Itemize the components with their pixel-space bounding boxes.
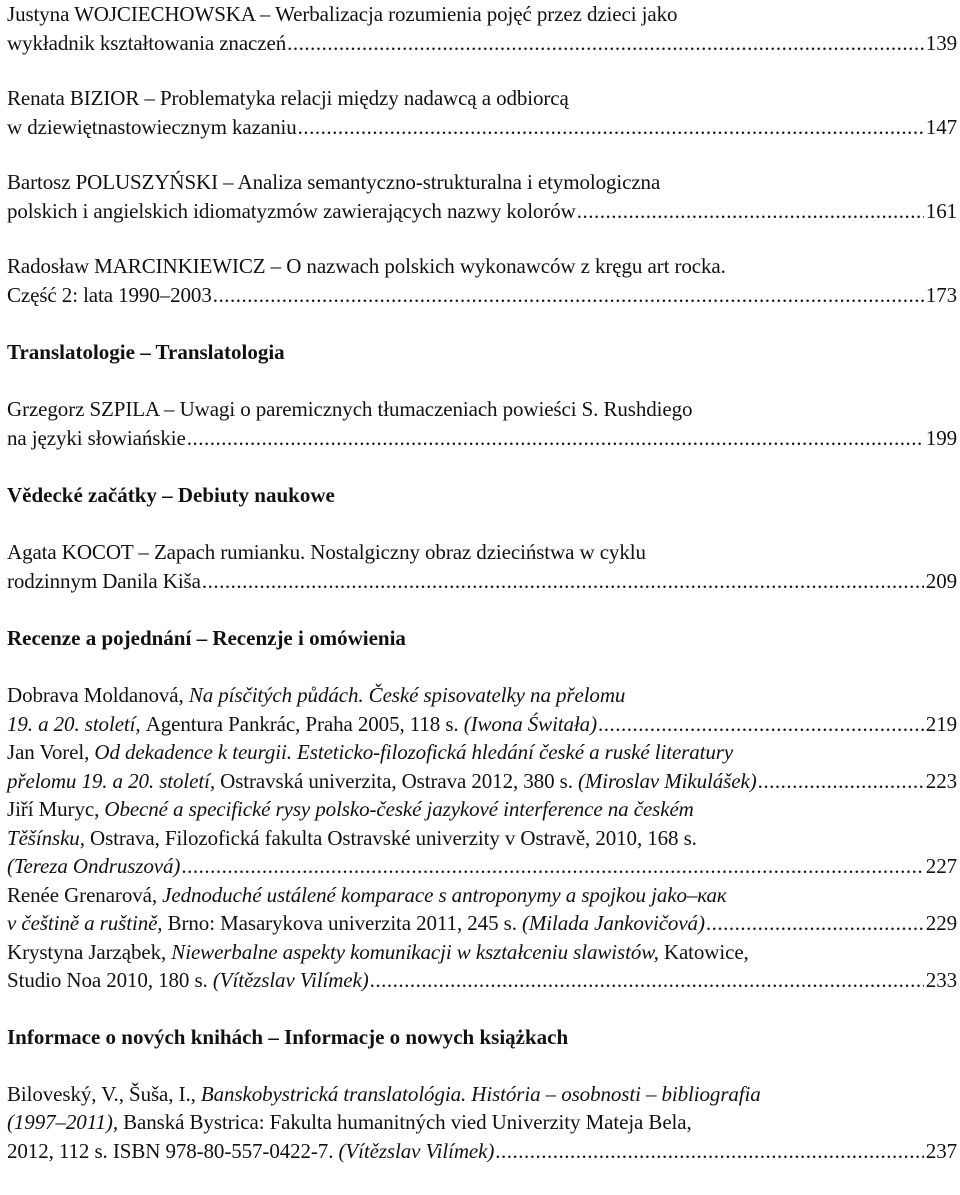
review-book-title-cont: Těšínsku, xyxy=(7,825,91,850)
toc-entry[interactable] xyxy=(7,538,957,596)
entry-title-line: Grzegorz SZPILA – Uwagi o paremicznych tłumaczeniach powieści S. Rushdiego xyxy=(7,397,693,421)
review-publisher-cont: Studio Noa 2010, 180 s. xyxy=(7,968,213,992)
entry-title-cont: rodzinnym Danila Kiša xyxy=(7,569,201,593)
review-author: Jan Vorel, xyxy=(7,740,95,764)
review-author: Dobrava Moldanová, xyxy=(7,683,189,707)
review-book-title-cont: přelomu 19. a 20. století, xyxy=(7,768,221,793)
entry-last-line xyxy=(7,29,957,58)
page-number: 147 xyxy=(925,115,957,139)
review-book-title-cont: v češtině a ruštině, xyxy=(7,911,168,935)
review-publisher: Ostrava, Filozofická fakulta Ostravské univerzity v Ostravě, 2010, 168 s. xyxy=(90,825,697,850)
entry-title-cont: na języki słowiańskie xyxy=(7,426,186,450)
dot-leader xyxy=(213,281,924,310)
dot-leader xyxy=(706,909,924,938)
page-number: 173 xyxy=(925,283,957,307)
review-publisher: Brno: Masarykova univerzita 2011, 245 s. xyxy=(167,911,522,935)
page-number: 161 xyxy=(925,199,957,223)
entry-title-line: Renata BIZIOR – Problematyka relacji między nadawcą a odbiorcą xyxy=(7,86,569,110)
entry-title-line: Agata KOCOT – Zapach rumianku. Nostalgiczny obraz dzieciństwa w cyklu xyxy=(7,540,646,564)
entry-last-line xyxy=(7,424,957,453)
review-book-title-cont: 19. a 20. století, xyxy=(7,711,146,736)
review-entry[interactable] xyxy=(7,938,957,995)
toc-entry[interactable] xyxy=(7,84,957,142)
book-publisher: Banská Bystrica: Fakulta humanitných vied Univerzity Mateja Bela, xyxy=(123,1110,692,1134)
book-line xyxy=(7,1108,957,1137)
book-authors: Biloveský, V., Šuša, I., xyxy=(7,1081,201,1106)
review-last-line xyxy=(7,909,957,938)
review-entry[interactable] xyxy=(7,881,957,938)
review-publisher: Ostravská univerzita, Ostrava 2012, 380 s. xyxy=(220,768,578,793)
reviewer-name: (Vítězslav Vilímek) xyxy=(212,968,369,992)
review-author: Renée Grenarová, xyxy=(7,882,163,907)
section-heading-reviews: Recenze a pojednání – Recenzje i omówienia xyxy=(7,626,406,650)
entry-title-line: Bartosz POLUSZYŃSKI – Analiza semantyczno-strukturalna i etymologiczna xyxy=(7,170,661,194)
page-number: 223 xyxy=(925,768,957,793)
review-book-title: Jednoduché ustálené komparace s antroponymy a spojkou jako–как xyxy=(162,882,727,907)
dot-leader xyxy=(298,113,924,142)
page-number: 233 xyxy=(925,968,957,992)
table-of-contents xyxy=(7,0,957,1165)
dot-leader xyxy=(287,29,924,58)
review-publisher: Agentura Pankrác, Praha 2005, 118 s. xyxy=(145,711,464,736)
book-line xyxy=(7,1080,957,1109)
toc-entry[interactable] xyxy=(7,395,957,453)
review-book-title: Od dekadence k teurgii. Esteticko-filozofická hledání české a ruské literatury xyxy=(94,740,734,764)
entry-last-line xyxy=(7,281,957,310)
review-author: Krystyna Jarząbek, xyxy=(7,939,172,964)
dot-leader xyxy=(495,1137,924,1166)
entry-last-line xyxy=(7,113,957,142)
page-number: 209 xyxy=(925,569,957,593)
entry-last-line xyxy=(7,197,957,226)
review-line xyxy=(7,681,957,710)
review-author: Jiří Muryc, xyxy=(7,797,105,821)
reviewer-name: (Iwona Świtała) xyxy=(463,711,597,736)
book-title-cont: (1997–2011), xyxy=(7,1110,124,1134)
toc-entry[interactable] xyxy=(7,168,957,226)
entry-title-cont: Część 2: lata 1990–2003 xyxy=(7,283,212,307)
review-entry[interactable] xyxy=(7,681,957,738)
entry-title-cont: wykładnik kształtowania znaczeń xyxy=(7,31,287,55)
section-heading-translatology: Translatologie – Translatologia xyxy=(7,340,285,364)
book-last-line xyxy=(7,1137,957,1166)
reviewer-name: (Vítězslav Vilímek) xyxy=(338,1138,495,1163)
dot-leader xyxy=(181,852,923,881)
toc-entry[interactable] xyxy=(7,0,957,58)
review-line xyxy=(7,738,957,767)
dot-leader xyxy=(577,197,924,226)
review-line xyxy=(7,795,957,824)
entry-title-cont: w dziewiętnastowiecznym kazaniu xyxy=(7,115,297,139)
reviewer-name: (Milada Jankovičová) xyxy=(522,911,705,935)
page-number: 199 xyxy=(925,426,957,450)
dot-leader xyxy=(187,424,924,453)
review-publisher: Katowice, xyxy=(663,939,749,964)
review-book-title: Niewerbalne aspekty komunikacji w kształceniu slawistów, xyxy=(171,939,664,964)
review-last-line xyxy=(7,852,957,881)
review-book-title: Na písčitých půdách. České spisovatelky na přelomu xyxy=(188,683,626,707)
review-line xyxy=(7,938,957,967)
section-heading-debuts: Vědecké začátky – Debiuty naukowe xyxy=(7,483,335,507)
entry-title-cont: polskich i angielskich idiomatyzmów zawierających nazwy kolorów xyxy=(7,199,576,223)
entry-last-line xyxy=(7,567,957,596)
book-entry[interactable] xyxy=(7,1080,957,1166)
review-book-title: Obecné a specifické rysy polsko-české jazykové interference na českém xyxy=(104,797,694,821)
review-last-line xyxy=(7,710,957,739)
dot-leader xyxy=(370,966,924,995)
toc-entry[interactable] xyxy=(7,252,957,310)
review-line xyxy=(7,824,957,853)
page-number: 237 xyxy=(925,1138,957,1163)
review-entry[interactable] xyxy=(7,738,957,795)
reviewer-name: (Miroslav Mikulášek) xyxy=(578,768,757,793)
section-heading-info: Informace o nových knihách – Informacje o nowych książkach xyxy=(7,1024,569,1049)
review-last-line xyxy=(7,966,957,995)
dot-leader xyxy=(598,710,924,739)
review-last-line xyxy=(7,767,957,796)
dot-leader xyxy=(758,767,924,796)
review-line xyxy=(7,881,957,910)
book-publisher-cont: 2012, 112 s. ISBN 978-80-557-0422-7. xyxy=(7,1138,339,1163)
book-title: Banskobystrická translatológia. História – osobnosti – bibliografia xyxy=(200,1081,761,1106)
page-number: 229 xyxy=(925,911,957,935)
review-entry[interactable] xyxy=(7,795,957,881)
reviewer-name: (Tereza Ondruszová) xyxy=(7,854,181,878)
dot-leader xyxy=(202,567,924,596)
page-number: 227 xyxy=(925,854,957,878)
entry-title-line: Radosław MARCINKIEWICZ – O nazwach polskich wykonawców z kręgu art rocka. xyxy=(7,254,726,278)
page-number: 219 xyxy=(925,711,957,736)
entry-title-line: Justyna WOJCIECHOWSKA – Werbalizacja rozumienia pojęć przez dzieci jako xyxy=(7,2,678,26)
page-number: 139 xyxy=(925,31,957,55)
